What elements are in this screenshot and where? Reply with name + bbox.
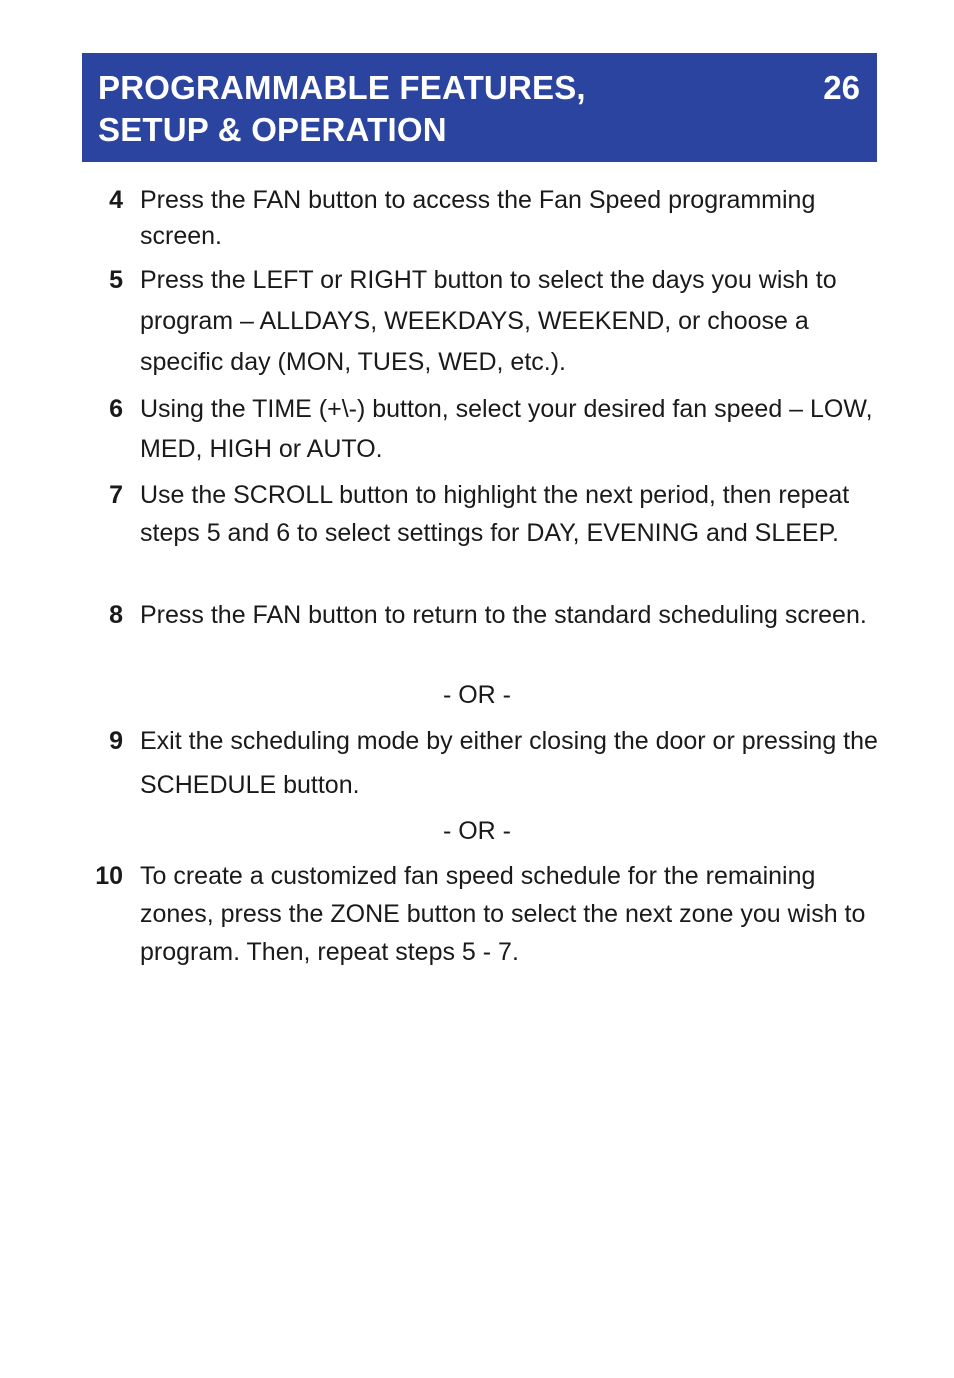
section-title-line-1: PROGRAMMABLE FEATURES, bbox=[98, 69, 586, 106]
step-number: 7 bbox=[109, 481, 123, 509]
step-text: Exit the scheduling mode by either closing the door or pressing the SCHEDULE button. bbox=[140, 727, 878, 799]
step-number: 10 bbox=[95, 862, 123, 890]
step-number: 6 bbox=[109, 395, 123, 423]
step-number: 8 bbox=[109, 601, 123, 629]
or-separator: - OR - bbox=[442, 817, 512, 845]
step-text: Press the LEFT or RIGHT button to select the days you wish to program – ALLDAYS, WEEKDAYS, WEEKEND, or choose a specific day (MON, TUES, WED, etc.). bbox=[140, 266, 837, 376]
step-text: Press the FAN button to return to the standard scheduling screen. bbox=[140, 601, 867, 629]
step-text: To create a customized fan speed schedule for the remaining zones, press the ZONE button to select the next zone you wish to program. Then, repeat steps 5 - 7. bbox=[140, 862, 866, 966]
step-number: 9 bbox=[109, 727, 123, 755]
section-title-line-2: SETUP & OPERATION bbox=[98, 111, 447, 148]
section-header bbox=[82, 53, 877, 162]
step-text: Use the SCROLL button to highlight the next period, then repeat steps 5 and 6 to select settings for DAY, EVENING and SLEEP. bbox=[140, 481, 850, 547]
step-number: 4 bbox=[109, 186, 123, 214]
or-separator: - OR - bbox=[442, 681, 512, 709]
page-number: 26 bbox=[823, 69, 860, 106]
section-title bbox=[98, 67, 586, 151]
step-number: 5 bbox=[109, 266, 123, 294]
step-text: Press the FAN button to access the Fan Speed programming screen. bbox=[140, 186, 816, 250]
step-text: Using the TIME (+\-) button, select your desired fan speed – LOW, MED, HIGH or AUTO. bbox=[140, 395, 873, 463]
